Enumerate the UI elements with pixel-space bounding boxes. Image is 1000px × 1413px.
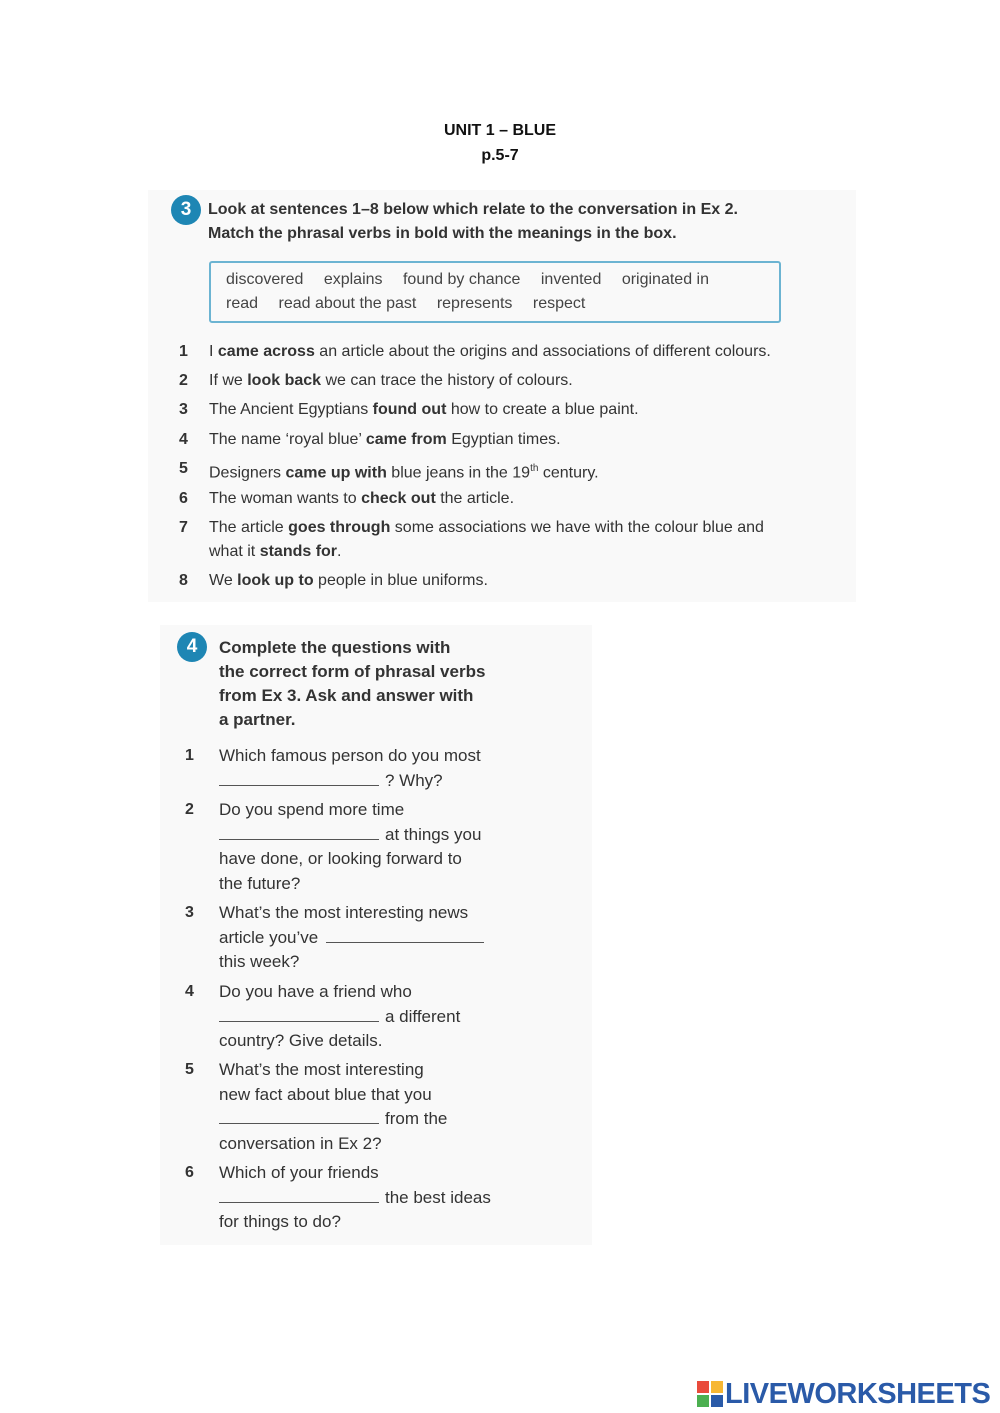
sentence-2 [209,369,573,393]
item-number: 8 [179,572,188,589]
phrasal-verb: check out [361,490,436,507]
question-text: at things you [385,824,482,844]
answer-blank[interactable] [219,1188,379,1203]
question-number: 1 [185,747,194,764]
word-option: explains [323,271,383,288]
question-number: 6 [185,1164,194,1181]
question-1 [219,744,481,793]
question-text: Which of your friends [219,1163,379,1182]
sentence-text: The article [209,519,289,536]
sentence-text: I [209,343,218,360]
instruction-line: Complete the questions with [219,638,451,657]
question-number: 3 [185,904,194,921]
question-text: for things to do? [219,1212,341,1231]
sentence-3 [209,398,639,422]
question-text: Which famous person do you most [219,746,481,765]
exercise-3-instruction [208,198,738,246]
word-box-row-2 [226,295,601,313]
page-title: UNIT 1 – BLUE [443,122,556,139]
phrasal-verb: stands for [259,543,338,560]
question-number: 4 [185,983,194,1000]
sentence-text: we can trace the history of colours. [321,372,573,389]
sentence-text: The Ancient Egyptians [209,401,373,418]
word-option: respect [532,295,586,312]
phrasal-verb: came up with [285,464,387,482]
question-6 [219,1161,491,1235]
item-number: 7 [179,519,188,536]
logo-text: LIVEWORKSHEETS [725,1378,991,1410]
sentence-text: The name ‘royal blue’ [209,431,366,448]
word-option: invented [540,271,602,288]
item-number: 6 [179,490,188,507]
question-text: the best ideas [385,1187,491,1207]
phrasal-verb: look back [247,372,322,389]
question-text: What’s the most interesting news [219,903,469,922]
question-number: 2 [185,801,194,818]
question-text: a different [385,1006,461,1026]
logo-mark-icon [697,1381,723,1407]
phrasal-verb: found out [372,401,447,418]
sentence-text: what it [209,543,260,560]
question-text: new fact about blue that you [219,1084,432,1104]
sentence-4 [209,428,561,452]
sentence-text: . [337,543,342,560]
word-box-row-1 [226,271,725,289]
instruction-line: the correct form of phrasal verbs [219,662,486,681]
question-text: What’s the most interesting [219,1060,424,1079]
phrasal-verb: goes through [288,519,391,536]
question-text: from the [385,1109,448,1128]
sentence-text: Designers [209,464,286,482]
item-number: 3 [179,401,188,418]
word-option: represents [436,295,513,312]
exercise-4-instruction [219,636,485,732]
instruction-line: Match the phrasal verbs in bold with the meanings in the box. [208,225,677,242]
instruction-line: Look at sentences 1–8 below which relate to the conversation in Ex 2. [208,201,738,218]
question-text: Do you spend more time [219,800,405,819]
answer-blank[interactable] [219,825,379,840]
question-text: country? Give details. [219,1031,383,1050]
instruction-line: a partner. [219,710,296,729]
question-5 [219,1058,447,1156]
sentence-text: Egyptian times. [446,431,561,448]
item-number: 2 [179,372,188,389]
question-number: 5 [185,1061,194,1078]
sentence-text: blue jeans in the 19 [386,464,531,482]
sentence-text: century. [538,464,599,482]
word-option: found by chance [402,271,521,288]
question-2 [219,798,481,896]
exercise-3-badge: 3 [171,195,201,225]
sentence-text: some associations we have with the colour blue and [390,519,764,536]
item-number: 1 [179,343,188,360]
sentence-text: how to create a blue paint. [446,401,639,418]
phrasal-verb: came across [217,343,315,360]
word-option: read [226,295,259,312]
superscript: th [530,463,539,474]
exercise-4-badge: 4 [177,632,207,662]
answer-blank[interactable] [219,1109,379,1124]
sentence-7 [209,516,764,540]
question-text: this week? [219,952,300,971]
page-subtitle: p.5-7 [481,147,519,164]
sentence-5 [209,457,599,485]
phrasal-verb: look up to [237,572,314,589]
phrasal-verb: came from [365,431,447,448]
sentence-text: The woman wants to [209,490,362,507]
question-4 [219,980,460,1054]
sentence-text: We [209,572,238,589]
word-option: originated in [621,271,709,288]
question-3 [219,901,490,975]
question-text: article you’ve [219,927,319,947]
word-option: read about the past [278,295,417,312]
question-text: have done, or looking forward to [219,849,462,868]
sentence-text: If we [209,372,248,389]
sentence-text: the article. [435,490,515,507]
question-text: ? Why? [385,770,443,790]
instruction-line: from Ex 3. Ask and answer with [219,686,474,705]
word-option: discovered [226,271,304,288]
sentence-1 [209,340,771,364]
item-number: 4 [179,431,188,448]
answer-blank[interactable] [219,771,379,786]
question-text: Do you have a friend who [219,982,412,1001]
sentence-7-continued [209,540,341,564]
sentence-text: an article about the origins and associations of different colours. [314,343,771,360]
item-number: 5 [179,460,188,477]
sentence-text: people in blue uniforms. [313,572,488,589]
answer-blank[interactable] [326,928,484,943]
sentence-6 [209,487,514,511]
answer-blank[interactable] [219,1007,379,1022]
question-text: conversation in Ex 2? [219,1133,382,1153]
question-text: the future? [219,873,301,893]
sentence-8 [209,569,488,593]
